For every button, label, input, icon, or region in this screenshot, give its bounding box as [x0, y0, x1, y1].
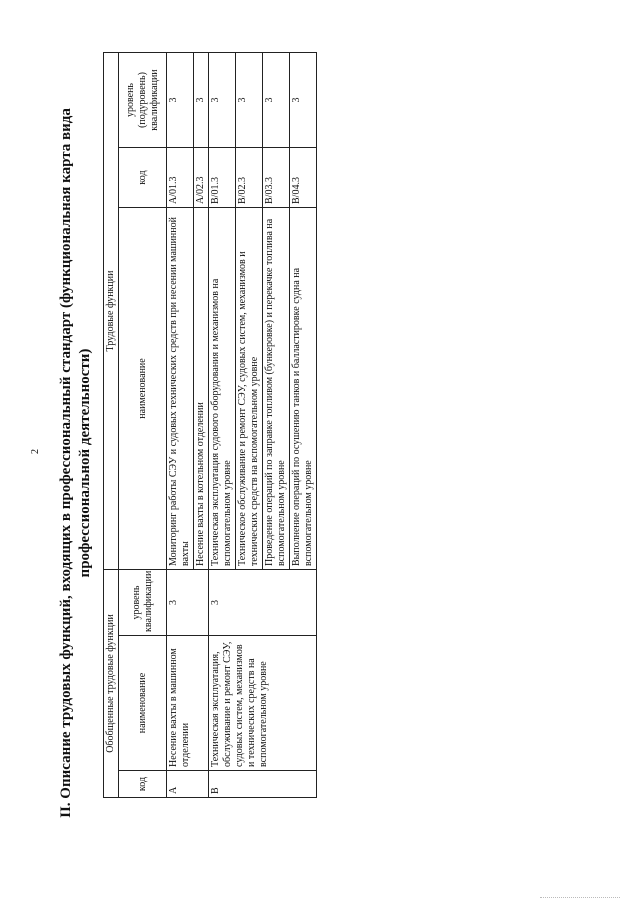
header-function-name: наименование — [119, 208, 167, 570]
section-title-line-1: II. Описание трудовых функций, входящих в профессиональный стандарт (функциональная карта вида — [58, 108, 74, 818]
header-qualification-level: уровень квалификации — [119, 570, 167, 636]
group-code: B — [209, 771, 317, 798]
function-code: B/03.3 — [263, 148, 290, 208]
function-code: B/04.3 — [290, 148, 317, 208]
header-labor-functions: Трудовые функции — [104, 53, 119, 570]
function-level: 3 — [194, 53, 209, 148]
section-title-line-2: профессиональной деятельности) — [77, 348, 93, 578]
rotated-page-content — [57, 69, 343, 853]
header-row-1 — [104, 53, 119, 798]
function-level: 3 — [263, 53, 290, 148]
section-title — [57, 73, 97, 853]
header-sublevel: уровень (подуровень) квалификации — [119, 53, 167, 148]
function-name: Мониторинг работы СЭУ и судовых технических средств при несении машинной вахты — [167, 208, 194, 570]
function-code: A/01.3 — [167, 148, 194, 208]
function-level: 3 — [236, 53, 263, 148]
function-name: Техническое обслуживание и ремонт СЭУ, судовых систем, механизмов и технических средств на вспомогательном уровне — [236, 208, 263, 570]
function-code: B/02.3 — [236, 148, 263, 208]
header-name: наименование — [119, 636, 167, 771]
function-name: Несение вахты в котельном отделении — [194, 208, 209, 570]
function-code: A/02.3 — [194, 148, 209, 208]
header-function-code: код — [119, 148, 167, 208]
header-row-2 — [119, 53, 167, 798]
page-number: 2 — [30, 449, 41, 454]
header-code: код — [119, 771, 167, 798]
group-name: Несение вахты в машинном отделении — [167, 636, 209, 771]
scan-artifact-line — [540, 897, 620, 899]
function-code: B/01.3 — [209, 148, 236, 208]
function-name: Выполнение операций по осушению танков и балластировке судна на вспомогательном уровне — [290, 208, 317, 570]
function-level: 3 — [167, 53, 194, 148]
function-level: 3 — [290, 53, 317, 148]
functional-map-table — [103, 52, 317, 798]
group-level: 3 — [209, 570, 317, 636]
function-name: Техническая эксплуатация судового оборудования и механизмов на вспомогательном уровне — [209, 208, 236, 570]
table-row — [167, 53, 194, 798]
header-generalized-functions: Обобщенные трудовые функции — [104, 570, 119, 798]
group-name: Техническая эксплуатация, обслуживание и ремонт СЭУ, судовых систем, механизмов и технических средств на вспомогательном уровне — [209, 636, 317, 771]
group-code: A — [167, 771, 209, 798]
table-row — [209, 53, 236, 798]
function-level: 3 — [209, 53, 236, 148]
group-level: 3 — [167, 570, 209, 636]
function-name: Проведение операций по заправке топливом (бункеровке) и перекачке топлива на вспомогательном уровне — [263, 208, 290, 570]
